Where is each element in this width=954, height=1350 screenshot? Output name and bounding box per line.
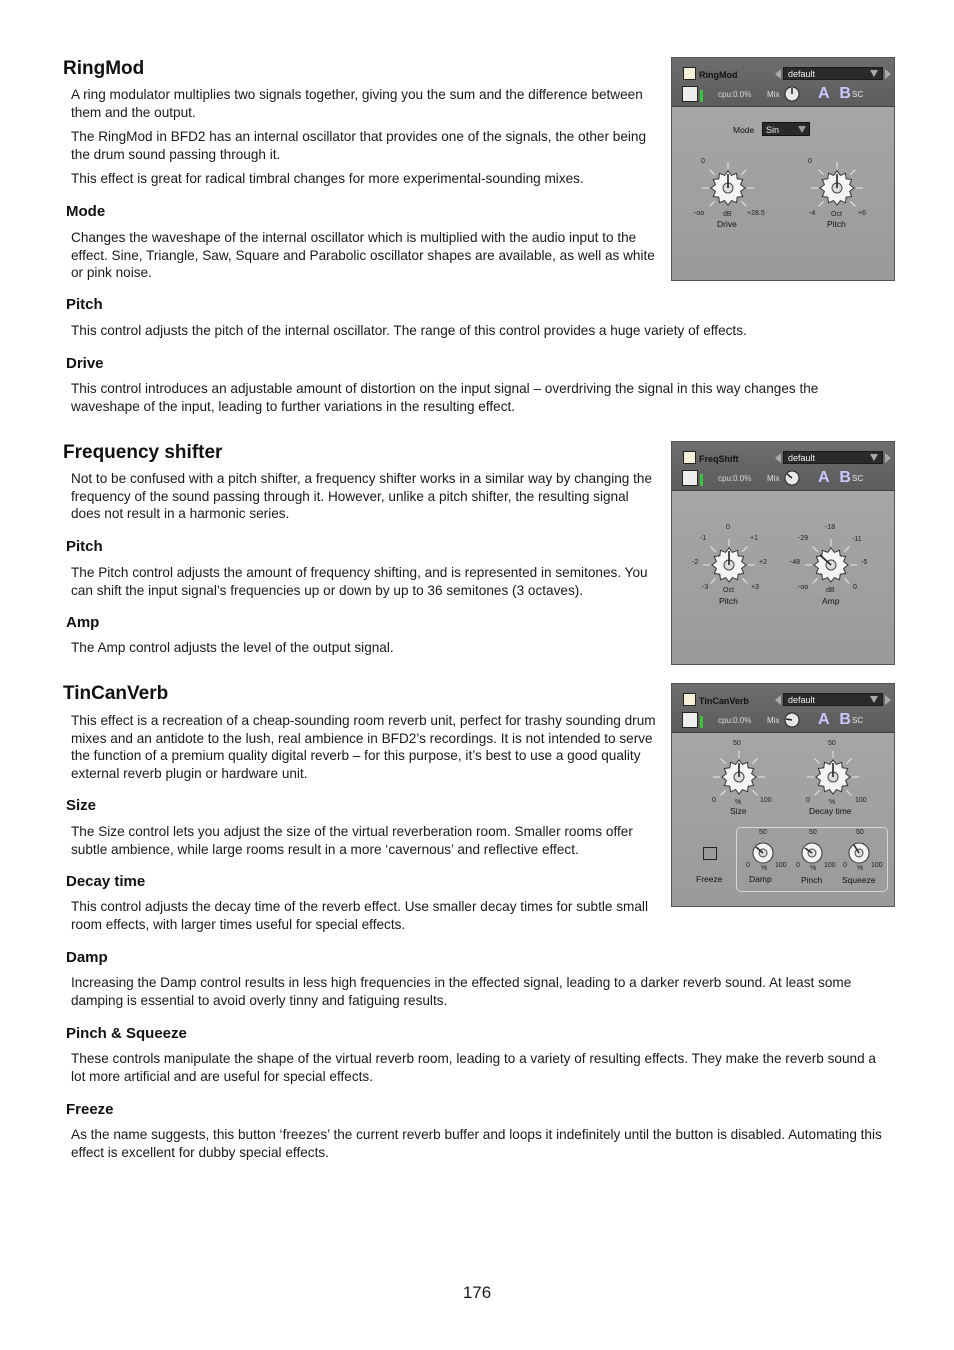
mix-knob[interactable] — [784, 470, 800, 486]
ringmod-drive-heading: Drive — [66, 355, 104, 372]
plugin-name: TinCanVerb — [699, 696, 749, 706]
tincan-intro: This effect is a recreation of a cheap-sounding room reverb unit, perfect for trashy sounding drum mixes and an antidote to the lush, real ambience in BFD2’s recordings. It is not intended to serve the function of a premium quality digital reverb – for this purpose, it’s best to use a good quality external reverb plugin or hardware unit. — [71, 713, 656, 781]
freqshift-pitch-heading: Pitch — [66, 538, 103, 555]
knob-tick-ray — [742, 547, 747, 552]
knob-tick-ray — [752, 759, 757, 764]
damp-knob-min-label: 0 — [746, 862, 750, 869]
pinch-knob-min-label: 0 — [796, 862, 800, 869]
ringmod-title: RingMod — [63, 58, 145, 79]
freqshift-intro: Not to be confused with a pitch shifter, a frequency shifter works in a similar way by changing the frequency of the sound passing through it. However, unlike a pitch shifter, the resulting signal does not result in a harmonic series. — [71, 471, 653, 521]
ringmod-intro-2: The RingMod in BFD2 has an internal oscillator that provides one of the signals, the other being the drum sound passing through it. — [71, 129, 647, 162]
freeze-label: Freeze — [696, 874, 723, 884]
size-knob-min-label: 0 — [712, 797, 716, 804]
tincan-freeze-heading: Freeze — [66, 1101, 114, 1118]
page-number: 176 — [462, 1283, 492, 1302]
tincan-freeze-text: As the name suggests, this button ‘freezes’ the current reverb buffer and loops it indefinitely until the button is disabled. Automating this effect is excellent for dubby special effects. — [71, 1127, 882, 1160]
pitch-tick-label: -3 — [702, 584, 709, 591]
amp-knob-unit-label: dB — [826, 587, 835, 594]
pitch-tick-label: 0 — [726, 524, 730, 531]
pitch-tick-label: +3 — [751, 584, 759, 591]
preset-prev-arrow-icon[interactable] — [775, 453, 781, 463]
ab-compare-buttons[interactable]: A B — [818, 85, 854, 102]
plugin-header — [672, 442, 894, 491]
damp-knob-top-label: 50 — [759, 829, 767, 836]
enable-checkbox[interactable] — [683, 693, 696, 706]
tincan-decay-heading: Decay time — [66, 873, 146, 890]
plugin-name: FreqShift — [699, 454, 739, 464]
mix-label: Mix — [767, 474, 780, 483]
knob-tick-ray — [711, 578, 716, 583]
amp-tick-label: -29 — [798, 535, 809, 542]
freqshift-amp-text: The Amp control adjusts the level of the output signal. — [71, 640, 394, 655]
freqshift-title: Frequency shifter — [63, 442, 223, 463]
drive-knob[interactable] — [708, 168, 748, 208]
pitch-knob[interactable] — [709, 545, 749, 585]
size-knob-unit-label: % — [735, 799, 742, 806]
plugin-name: RingMod — [699, 70, 738, 80]
freeze-button[interactable] — [703, 847, 717, 860]
plugin-header — [672, 58, 894, 107]
freqshift-amp-heading: Amp — [66, 614, 100, 631]
knob-tick-ray — [742, 578, 747, 583]
knob-tick-ray — [710, 170, 715, 175]
squeeze-knob-top-label: 50 — [856, 829, 864, 836]
pinch-knob-top-label: 50 — [809, 829, 817, 836]
pitch-knob[interactable] — [817, 168, 857, 208]
knob-tick-ray — [844, 547, 849, 552]
squeeze-knob-min-label: 0 — [843, 862, 847, 869]
preset-next-arrow-icon[interactable] — [885, 69, 891, 79]
preset-dropdown-arrow-icon[interactable] — [870, 696, 878, 703]
amp-tick-label: -5 — [861, 559, 868, 566]
knob-tick-ray — [721, 759, 726, 764]
ringmod-mode-text: Changes the waveshape of the internal oscillator which is multiplied with the audio input to the effect. Sine, Triangle, Saw, Square and Parabolic oscillator shapes are available, as well as white or pink noise. — [71, 230, 655, 280]
knob-tick-ray — [711, 547, 716, 552]
knob-tick-ray — [846, 790, 851, 795]
damp-knob[interactable] — [751, 841, 775, 865]
decay-knob-label: Decay time — [809, 806, 852, 816]
ringmod-intro-1: A ring modulator multiplies two signals together, giving you the sum and the difference between them and the output. — [71, 87, 643, 120]
cpu-readout: cpu:0.0% — [718, 90, 752, 99]
mode-label: Mode — [733, 125, 755, 135]
pitch-knob-label: Pitch — [719, 596, 738, 606]
knob-tick-ray — [815, 790, 820, 795]
knob-tick-ray — [819, 170, 824, 175]
preset-prev-arrow-icon[interactable] — [775, 695, 781, 705]
preset-selector[interactable]: default — [783, 693, 883, 706]
knob-tick-ray — [741, 201, 746, 206]
freqshift-pitch-text: The Pitch control adjusts the amount of frequency shifting, and is represented in semitones. You can shift the input signal’s frequencies up or down by up to 36 semitones (3 octaves). — [71, 565, 648, 598]
damp-knob-label: Damp — [749, 874, 772, 884]
mode-selector[interactable]: Sin — [762, 122, 810, 136]
ringmod-pitch-text: This control adjusts the pitch of the internal oscillator. The range of this control provides a huge variety of effects. — [71, 323, 747, 338]
pitch-knob-label: Pitch — [827, 219, 846, 229]
pinch-knob-label: Pinch — [801, 875, 823, 885]
knob-tick-ray — [741, 170, 746, 175]
size-knob-top-label: 50 — [733, 740, 741, 747]
amp-knob[interactable] — [811, 545, 851, 585]
damp-knob-max-label: 100 — [775, 862, 787, 869]
decay-time-knob[interactable] — [813, 757, 853, 797]
size-knob-label: Size — [730, 806, 747, 816]
tincan-damp-heading: Damp — [66, 949, 108, 966]
mix-label: Mix — [767, 90, 780, 99]
knob-tick-ray — [813, 578, 818, 583]
drive-knob-unit-label: dB — [723, 211, 732, 218]
amp-tick-label: -11 — [852, 536, 862, 543]
pitch-knob-unit-label: Oct — [831, 211, 842, 218]
ab-compare-buttons[interactable]: A B — [818, 469, 854, 486]
amp-tick-label: -48 — [790, 559, 801, 566]
ringmod-mode-heading: Mode — [66, 203, 106, 220]
knob-tick-ray — [850, 201, 855, 206]
drive-knob-min-label: -oo — [694, 210, 705, 217]
editor-icon[interactable] — [682, 470, 698, 486]
preset-next-arrow-icon[interactable] — [885, 453, 891, 463]
amp-tick-label: -oo — [798, 584, 809, 591]
sidechain-label[interactable]: SC — [852, 474, 864, 483]
mode-dropdown-arrow-icon[interactable] — [798, 126, 806, 133]
amp-knob-label: Amp — [822, 596, 840, 606]
amp-tick-label: -18 — [825, 524, 836, 531]
pitch-tick-label: +2 — [759, 559, 767, 566]
pitch-knob-max-label: +6 — [858, 210, 866, 217]
tincan-pinch-text: These controls manipulate the shape of the virtual reverb room, leading to a variety of resulting effects. They make the reverb sound a lot more artificial and are useful for special effects. — [71, 1051, 876, 1084]
knob-tick-ray — [819, 201, 824, 206]
preset-prev-arrow-icon[interactable] — [775, 69, 781, 79]
pinch-knob-max-label: 100 — [824, 862, 836, 869]
drive-knob-top-label: 0 — [701, 158, 705, 165]
squeeze-knob-unit-label: % — [857, 865, 864, 872]
ringmod-plugin-panel — [671, 57, 895, 281]
tincan-title: TinCanVerb — [63, 683, 169, 704]
editor-icon[interactable] — [682, 712, 698, 728]
preset-selector[interactable]: default — [783, 67, 883, 80]
sidechain-label[interactable]: SC — [852, 716, 864, 725]
preset-next-arrow-icon[interactable] — [885, 695, 891, 705]
mix-knob[interactable] — [784, 86, 800, 102]
editor-icon[interactable] — [682, 86, 698, 102]
level-meter — [700, 474, 703, 486]
pitch-tick-label: -1 — [700, 535, 707, 542]
freqshift-plugin-panel — [671, 441, 895, 665]
ringmod-drive-text: This control introduces an adjustable amount of distortion on the input signal – overdriving the signal in this way changes the waveshape of the input, leading to further variations in the resulting effect. — [71, 381, 819, 414]
pitch-tick-label: -2 — [692, 559, 699, 566]
knob-tick-ray — [710, 201, 715, 206]
decay-knob-top-label: 50 — [828, 740, 836, 747]
pitch-knob-top-label: 0 — [808, 158, 812, 165]
knob-tick-ray — [846, 759, 851, 764]
tincan-plugin-panel — [671, 683, 895, 907]
pitch-knob-unit-label: Oct — [723, 587, 734, 594]
size-knob-max-label: 100 — [760, 797, 772, 804]
ab-compare-buttons[interactable]: A B — [818, 711, 854, 728]
ringmod-intro-3: This effect is great for radical timbral changes for more experimental-sounding mixes. — [71, 171, 584, 186]
drive-knob-max-label: +28.5 — [747, 210, 765, 217]
damp-knob-unit-label: % — [761, 865, 768, 872]
cpu-readout: cpu:0.0% — [718, 716, 752, 725]
enable-checkbox[interactable] — [683, 67, 696, 80]
pinch-knob[interactable] — [800, 841, 824, 865]
enable-checkbox[interactable] — [683, 451, 696, 464]
preset-selector[interactable]: default — [783, 451, 883, 464]
knob-tick-ray — [813, 547, 818, 552]
mix-knob[interactable] — [784, 712, 800, 728]
decay-knob-min-label: 0 — [806, 797, 810, 804]
tincan-size-heading: Size — [66, 797, 97, 814]
size-knob[interactable] — [719, 757, 759, 797]
decay-knob-unit-label: % — [829, 799, 836, 806]
level-meter — [700, 716, 703, 728]
knob-tick-ray — [815, 759, 820, 764]
knob-tick-ray — [721, 790, 726, 795]
squeeze-knob-label: Squeeze — [842, 875, 876, 885]
sidechain-label[interactable]: SC — [852, 90, 864, 99]
decay-knob-max-label: 100 — [855, 797, 867, 804]
tincan-size-text: The Size control lets you adjust the size of the virtual reverberation room. Smaller rooms offer subtle ambience, while large rooms result in a more ‘cavernous’ and reflective effect. — [71, 824, 633, 857]
knob-tick-ray — [844, 578, 849, 583]
knob-tick-ray — [850, 170, 855, 175]
drive-knob-label: Drive — [717, 219, 737, 229]
pinch-knob-unit-label: % — [810, 865, 817, 872]
tincan-damp-text: Increasing the Damp control results in less high frequencies in the effected signal, leading to a darker reverb sound. At least some damping is essential to avoid overly tinny and fatiguing results. — [71, 975, 852, 1008]
pitch-tick-label: +1 — [750, 535, 758, 542]
tincan-decay-text: This control adjusts the decay time of the reverb effect. Use smaller decay times for subtle small room effects, with larger times useful for special effects. — [71, 899, 648, 932]
preset-dropdown-arrow-icon[interactable] — [870, 454, 878, 461]
level-meter — [700, 90, 703, 102]
mix-label: Mix — [767, 716, 780, 725]
squeeze-knob-max-label: 100 — [871, 862, 883, 869]
knob-tick-ray — [752, 790, 757, 795]
plugin-header — [672, 684, 894, 733]
pitch-knob-min-label: -4 — [809, 210, 816, 217]
cpu-readout: cpu:0.0% — [718, 474, 752, 483]
tincan-pinch-heading: Pinch & Squeeze — [66, 1025, 187, 1042]
preset-dropdown-arrow-icon[interactable] — [870, 70, 878, 77]
squeeze-knob[interactable] — [847, 841, 871, 865]
ringmod-pitch-heading: Pitch — [66, 296, 103, 313]
amp-tick-label: 0 — [853, 584, 857, 591]
